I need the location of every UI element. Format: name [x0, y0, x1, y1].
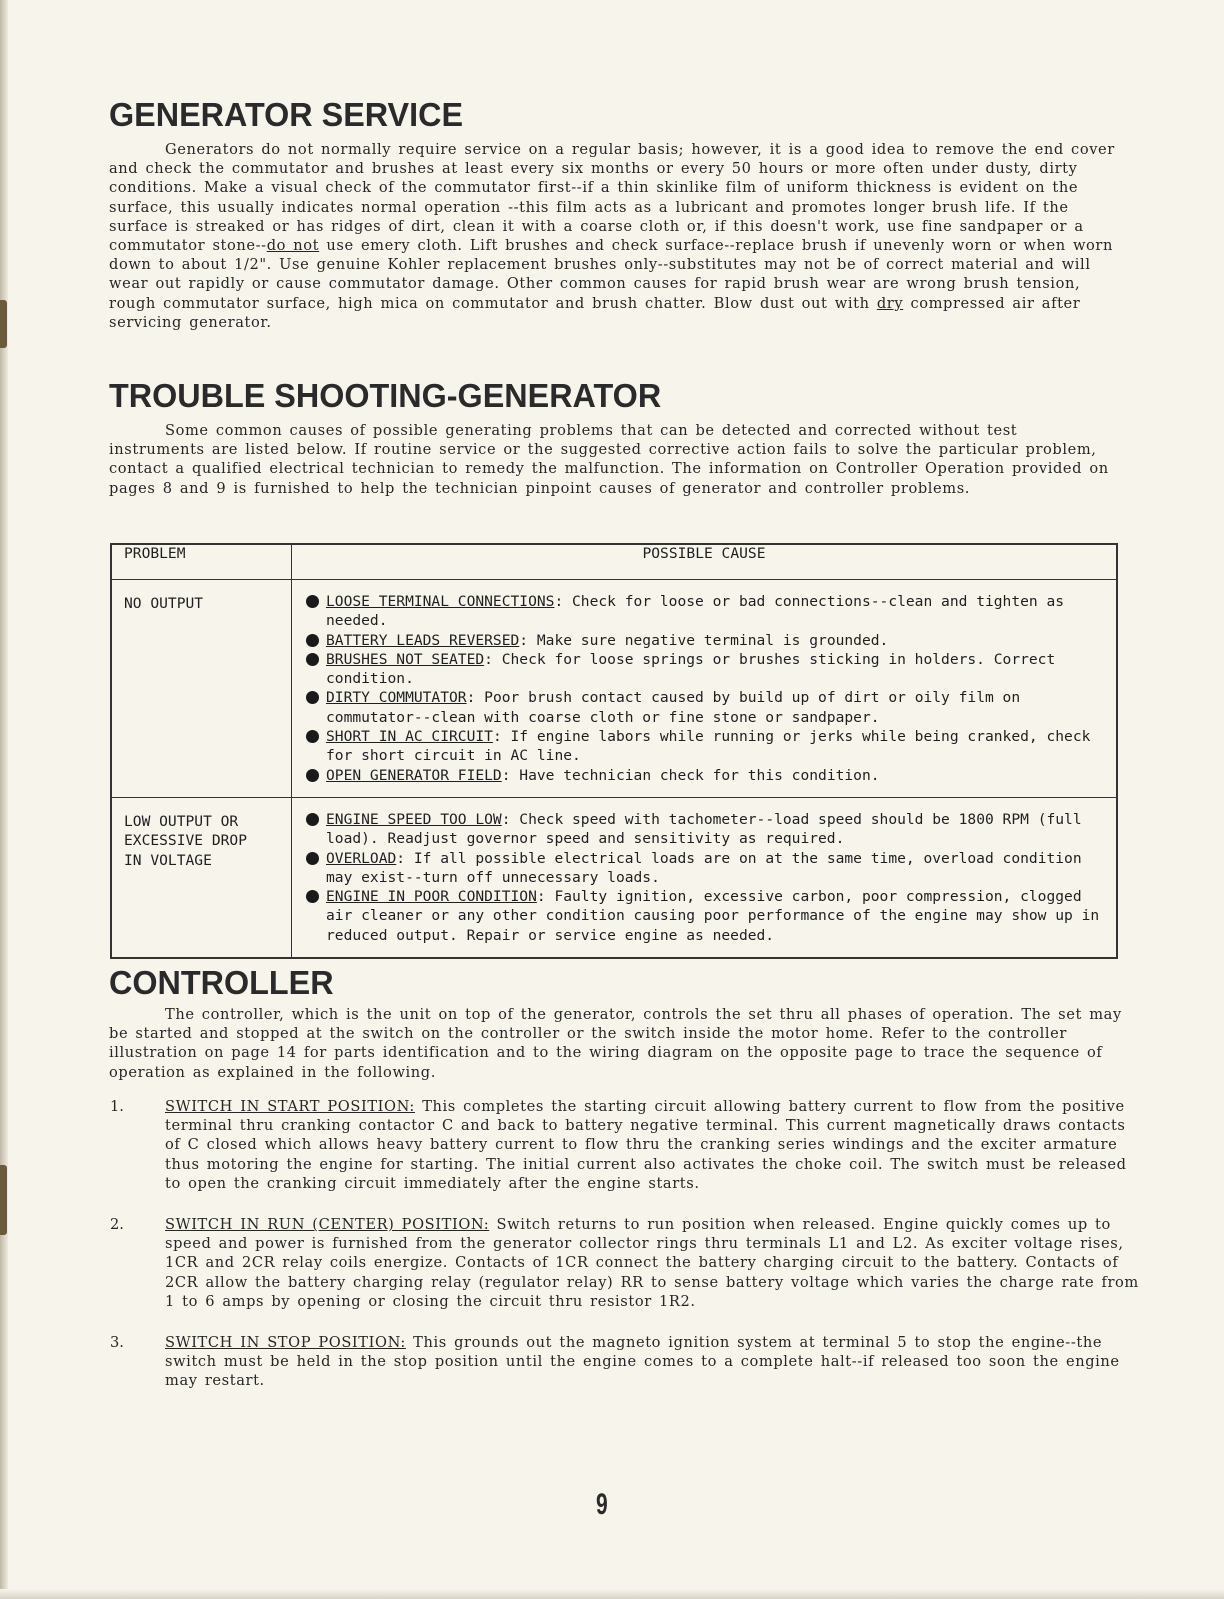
controller-paragraph — [109, 1005, 1129, 1082]
bullet-icon — [306, 691, 319, 704]
bullet-icon — [306, 769, 319, 782]
step-title: SWITCH IN START POSITION: — [165, 1098, 415, 1115]
binder-mark — [0, 300, 7, 348]
page-edge — [0, 0, 8, 1599]
cause-item — [306, 650, 1112, 689]
step-title: SWITCH IN STOP POSITION: — [165, 1334, 406, 1352]
problem-cell: NO OUTPUT — [111, 580, 292, 798]
cause-title: ENGINE IN POOR CONDITION — [326, 888, 537, 906]
cause-item — [306, 849, 1112, 888]
cause-title: BRUSHES NOT SEATED — [326, 650, 485, 668]
cause-item — [306, 887, 1112, 945]
controller-text: The controller, which is the unit on top of the generator, controls the set thru all phases of operation. The set may be started and stopped at the switch on the controller or the switch inside the motor home. Refer to the controller illustration on page 14 for parts identification and to the wiring diagram on the opposite page to trace the sequence of operation as explained in the following. — [109, 1006, 1122, 1081]
emphasis-do-not: do not — [266, 237, 320, 255]
generator-service-paragraph — [109, 140, 1121, 332]
step-number: 1. — [110, 1098, 124, 1115]
cause-text: : Faulty ignition, excessive carbon, poor compression, clogged air cleaner or any other condition causing poor performance of the engine may show up in reduced output. Repair or service engine as needed. — [326, 888, 1100, 944]
step-body — [165, 1215, 1140, 1311]
bullet-icon — [306, 813, 319, 826]
header-possible-cause: POSSIBLE CAUSE — [292, 544, 1118, 580]
section-heading-generator-service: GENERATOR SERVICE — [109, 96, 464, 133]
step-body — [165, 1333, 1140, 1391]
cause-text: : Have technician check for this condition. — [501, 766, 880, 784]
bullet-icon — [306, 634, 319, 647]
cause-item — [306, 810, 1112, 849]
cause-text: : If engine labors while running or jerks while being cranked, check for short circuit in AC line. — [326, 728, 1091, 765]
cause-title: OVERLOAD — [326, 849, 397, 867]
cause-item — [306, 592, 1112, 631]
step-text: This grounds out the magneto ignition system at terminal 5 to stop the engine--the switch must be held in the stop position until the engine comes to a complete halt--if released too soon the engine may restart. — [165, 1334, 1120, 1390]
cause-text: : Make sure negative terminal is grounded. — [519, 631, 889, 649]
cause-title: SHORT IN AC CIRCUIT — [326, 728, 493, 746]
header-problem: PROBLEM — [111, 544, 292, 580]
cause-text: : Check for loose springs or brushes sticking in holders. Correct condition. — [326, 650, 1056, 688]
bullet-icon — [306, 595, 319, 608]
step-number: 2. — [110, 1216, 124, 1234]
step-body — [165, 1097, 1140, 1193]
problem-cell: LOW OUTPUT OR EXCESSIVE DROP IN VOLTAGE — [111, 797, 292, 958]
page-bottom-edge — [0, 1589, 1224, 1599]
page-number: 9 — [596, 1488, 608, 1521]
cause-title: OPEN GENERATOR FIELD — [326, 766, 502, 784]
cause-item — [306, 766, 1112, 785]
step-title: SWITCH IN RUN (CENTER) POSITION: — [165, 1216, 490, 1234]
cause-item — [306, 688, 1112, 727]
bullet-icon — [306, 852, 319, 865]
cause-item — [306, 727, 1112, 766]
step-number: 3. — [110, 1334, 124, 1352]
table-row — [111, 580, 1117, 798]
list-item — [110, 1215, 1140, 1311]
trouble-shooting-text: Some common causes of possible generating problems that can be detected and corrected without test instruments are listed below. If routine service or the suggested corrective action fails to solve the particular problem, contact a qualified electrical technician to remedy the malfunction. The information on Controller Operation provided on pages 8 and 9 is furnished to help the technician pinpoint causes of generator and controller problems. — [109, 422, 1109, 497]
cause-cell — [292, 580, 1118, 798]
emphasis-dry: dry — [876, 294, 904, 312]
step-text: Switch returns to run position when released. Engine quickly comes up to speed and power is furnished from the generator collector rings thru terminals L1 and L2. As exciter voltage rises, 1CR and 2CR relay coils energize. Contacts of 1CR connect the battery charging circuit to the battery. Contacts of 2CR allow the battery charging relay (regulator relay) RR to sense battery voltage which varies the charge rate from 1 to 6 amps by opening or closing the circuit thru resistor 1R2. — [165, 1216, 1139, 1310]
cause-title: ENGINE SPEED TOO LOW — [326, 810, 502, 828]
list-item — [110, 1333, 1140, 1391]
bullet-icon — [306, 653, 319, 666]
cause-title: BATTERY LEADS REVERSED — [326, 631, 520, 649]
cause-text: : Check speed with tachometer--load speed should be 1800 RPM (full load). Readjust governor speed and sensitivity as required. — [326, 810, 1082, 848]
generator-service-text-2: use emery cloth. Lift brushes and check surface--replace brush if unevenly worn or when worn down to about 1/2". Use genuine Kohler replacement brushes only--substitutes may not be of correct material and will wear out rapidly or cause commutator damage. Other common causes for rapid brush wear are wrong brush tension, rough commutator surface, high mica on commutator and brush chatter. Blow dust out with — [109, 237, 1114, 312]
generator-service-text-1: Generators do not normally require service on a regular basis; however, it is a good idea to remove the end cover and check the commutator and brushes at least every six months or every 50 hours or more often under dusty, dirty conditions. Make a visual check of the commutator first--if a thin skinlike film of uniform thickness is evident on the surface, this usually indicates normal operation --this film acts as a lubricant and promotes longer brush life. If the surface is streaked or has ridges of dirt, clean it with a coarse cloth or, if this doesn't work, use fine sandpaper or a commutator stone-- — [109, 141, 1115, 255]
binder-mark — [0, 1165, 7, 1235]
trouble-shooting-paragraph — [109, 421, 1114, 498]
bullet-icon — [306, 890, 319, 903]
generator-service-text-3: compressed air after servicing generator. — [109, 294, 1081, 331]
table-row — [111, 797, 1117, 958]
controller-steps-list — [110, 1097, 1140, 1413]
table-header-row — [111, 544, 1117, 580]
cause-title: LOOSE TERMINAL CONNECTIONS — [326, 593, 555, 610]
step-text: This completes the starting circuit allowing battery current to flow from the positive terminal thru cranking contactor C and back to battery negative terminal. This current magnetically draws contacts of C closed which allows heavy battery current to flow thru the cranking series windings and the exciter armature thus motoring the engine for starting. The initial current also activates the choke coil. The switch must be released to open the cranking circuit immediately after the engine starts. — [165, 1098, 1127, 1192]
cause-cell — [292, 797, 1118, 958]
cause-text: : If all possible electrical loads are on at the same time, overload condition may exist--turn off unnecessary loads. — [326, 849, 1082, 886]
list-item — [110, 1097, 1140, 1193]
cause-text: : Poor brush contact caused by build up of dirt or oily film on commutator--clean with coarse cloth or fine stone or sandpaper. — [326, 689, 1021, 726]
section-heading-trouble-shooting: TROUBLE SHOOTING-GENERATOR — [109, 377, 662, 414]
cause-title: DIRTY COMMUTATOR — [326, 689, 467, 707]
bullet-icon — [306, 730, 319, 743]
section-heading-controller: CONTROLLER — [109, 964, 334, 1001]
cause-item — [306, 631, 1112, 650]
trouble-shooting-table — [110, 543, 1118, 959]
cause-text: : Check for loose or bad connections--clean and tighten as needed. — [326, 593, 1065, 630]
